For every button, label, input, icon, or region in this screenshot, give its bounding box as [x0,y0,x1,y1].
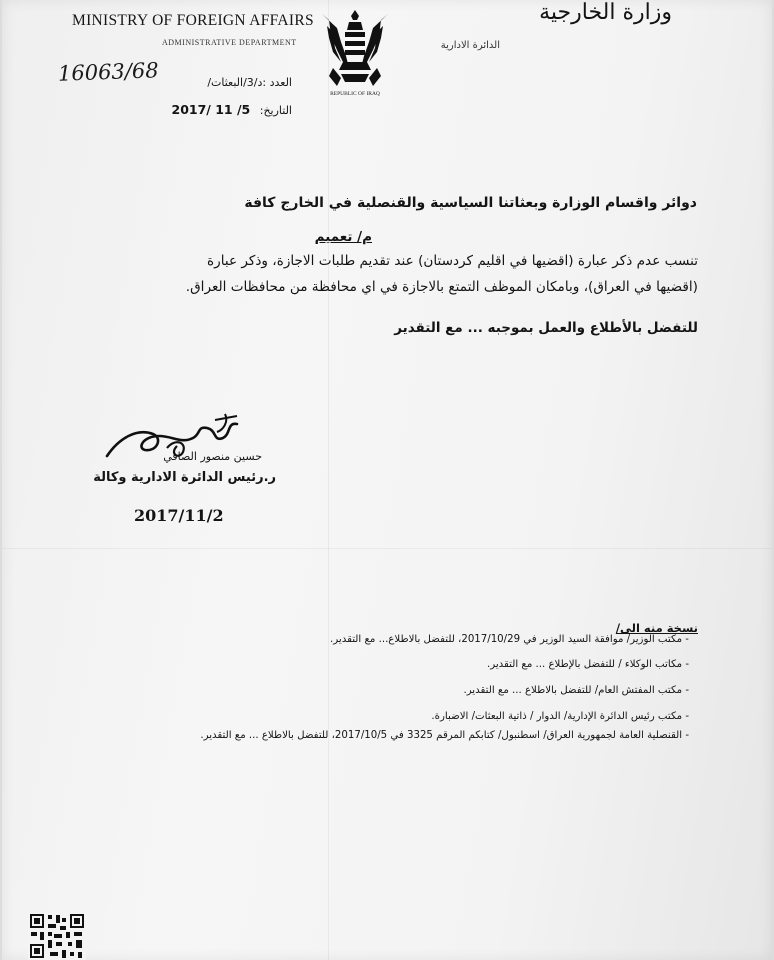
recipient-line: دوائر واقسام الوزارة وبعثاتنا السياسية والقنصلية في الخارج كافة [244,195,697,211]
body-paragraph-line: تنسب عدم ذكر عبارة (اقضيها في اقليم كردستان) عند تقديم طلبات الاجازة، وذكر عبارة [207,253,698,269]
iraq-eagle-emblem-icon [319,6,391,92]
distribution-text: ، للتفضل بالاطلاع... مع التقدير. [330,634,462,645]
document-date [137,102,292,117]
copies-to-heading: نسخة منه الى/ [615,621,698,635]
department-name-ar: الدائرة الادارية [440,40,500,51]
distribution-date: 2017/10/5 [334,730,388,741]
signature-date: 2017/11/2 [134,506,224,525]
department-name-en: ADMINISTRATIVE DEPARTMENT [162,38,297,47]
fold-line [328,0,329,960]
emblem-caption: REPUBLIC OF IRAQ [330,91,380,97]
distribution-item [202,634,689,645]
distribution-date: 2017/10/29 [461,634,521,645]
date-label: التاريخ: [259,104,292,117]
fold-line [2,548,772,549]
distribution-text: - القنصلية العامة لجمهورية العراق/ اسطنبول/ كتابكم المرقم 3325 في [387,730,689,741]
reference-number: العدد :د/3/البعثات/ [207,76,292,89]
distribution-item: - مكاتب الوكلاء / للتفضل بالإطلاع ... مع التقدير. [486,659,689,670]
qr-code-icon [28,912,86,960]
closing-line: للتفضل بالأطلاع والعمل بموجبه ... مع التقدير [394,320,698,336]
ministry-name-en: MINISTRY OF FOREIGN AFFAIRS [72,12,314,29]
ministry-name-ar: وزارة الخارجية [539,0,672,25]
handwritten-signature-icon [97,408,257,473]
distribution-text: ، للتفضل بالاطلاع ... مع التقدير. [200,730,335,741]
document-page [2,0,772,960]
distribution-item [102,730,689,741]
distribution-text: - مكتب الوزير/ موافقة السيد الوزير في [520,634,689,645]
signatory-name: حسين منصور الصافي [163,450,262,463]
distribution-item: - مكتب المفتش العام/ للتفضل بالاطلاع ... مع التقدير. [463,685,689,696]
date-value: 2017/ 11 /5 [171,102,251,117]
distribution-item: - مكتب رئيس الدائرة الإدارية/ الدوار / ذاتية البعثات/ الاضبارة. [431,711,689,722]
body-paragraph-line: (اقضيها في العراق)، وبامكان الموظف التمتع بالاجازة في اي محافظة من محافظات العراق. [185,279,698,295]
handwritten-reference-number: 16063/68 [57,58,159,86]
signatory-title: ر.رئيس الدائرة الادارية وكالة [93,470,276,485]
subject-line: م/ تعميم [314,229,372,245]
